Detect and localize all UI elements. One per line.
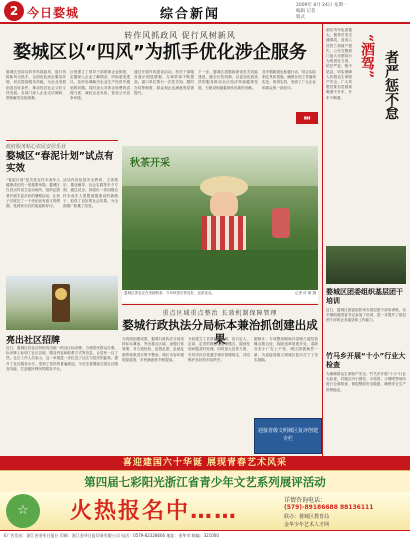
side-story-headline: 亮出社区招牌 bbox=[6, 336, 61, 346]
ad-site: 金华少年艺术人才网 bbox=[284, 522, 330, 528]
right-body-2: 为保障群众生命财产安全，竹马乡开展“十小”行业大检查，对辖区内小餐饮、小旅馆、小网吧等场所进行全面排查，督促整改安全隐患，确保安全生产形势稳定。 bbox=[326, 372, 406, 392]
left-column-rule bbox=[6, 140, 118, 141]
top-story-body-col-4: 下一步，婺城区将继续深化机关效能建设，健全长效机制，以更加优质高效的服务推动全区经济持续健康发展，为建设和谐婺城作出新的贡献。 bbox=[198, 70, 258, 90]
middle-story-body-2: 分局建立了长效管理机制，实行定人、定岗、定责的网格化管理模式，做到发现问题及时处理。同时加大宣传力度，引导市民自觉遵守城市管理规定，共同维护良好的市容秩序。 bbox=[188, 337, 250, 362]
top-story-body-col-3: 通过开展作风建设活动，机关干部服务意识明显增强，办事效率不断提高。窗口单位推行一次性告知、限时办结等制度，群众和企业满意度显著提升。 bbox=[134, 70, 194, 95]
top-story-headline: 婺城区以“四风”为抓手优化涉企服务 bbox=[13, 42, 307, 63]
tea-picking-photo bbox=[122, 146, 318, 290]
top-story-kicker: 转作风抓政风 促行风树新风 bbox=[124, 31, 236, 40]
top-story-tag: ▮▮▮ bbox=[296, 112, 318, 124]
right-column-divider bbox=[322, 24, 323, 456]
ad-banner-subtitle bbox=[0, 470, 410, 494]
footer-text: E广告发布：浙江省金华日报社 印刷：浙江金华日报印务有限公司 电话：0579-82328666 地址：金华市 邮编：321000 bbox=[4, 533, 219, 538]
middle-story-body-1: 为巩固创建成果，婺城行政执法分局坚持标本兼治，突出重点区域，加强日常管理，对占道经营、乱搭乱建、乱贴乱画等现象进行集中整治，城区市容环境明显改善，市民满意度不断提高。 bbox=[122, 337, 184, 362]
ad-phone: (579)-89186688 88136111 bbox=[284, 504, 374, 511]
right-headline-2: 竹马乡开展“十小”行业大检查 bbox=[326, 352, 406, 369]
ad-contact-label: 详情咨询电话： bbox=[284, 497, 327, 504]
community-sign-photo bbox=[6, 276, 118, 330]
top-story-body-col-1: 婺城区坚持以转作风抓政风、促行风树新风为抓手，全面优化涉企服务环境，切实提高服务效能，为企业发展创造良好条件，推动经济社会又好又快发展。各部门深入企业走访调研，帮助解决实际困难。 bbox=[6, 70, 66, 101]
right-headline-1: 婺城区团委组织基层团干培训 bbox=[326, 288, 403, 305]
top-story-body-col-5: 各乡镇街道也积极行动，结合实际制定具体措施，确保各项工作落到实处，取得实效，受到了广大企业和群众的一致好评。 bbox=[262, 70, 316, 90]
right-body-1: 近日，婺城区团委组织举办基层团干部培训班，各乡镇街道团委书记参加了培训，进一步提升了基层团干部的业务素质和工作能力。 bbox=[326, 308, 406, 323]
masthead-meta bbox=[296, 3, 406, 21]
photo-caption: 婺城区茶农正在采摘秋茶，今年秋茶长势良好，品质优良。 bbox=[124, 291, 215, 295]
photo-label: 秋茶开采 bbox=[130, 158, 170, 169]
worker-face bbox=[210, 192, 238, 218]
top-story-body-col-2: 区里建立了领导干部联系企业制度，定期深入企业了解情况，听取意见建议，及时协调解决企业生产经营中遇到的问题。同时加大对涉企收费的清理力度，减轻企业负担，营造公平竞争环境。 bbox=[70, 70, 130, 101]
brand-logo: 今日婺城 bbox=[27, 6, 80, 20]
left-column-headline: 婺城区“春泥计划”试点有实效 bbox=[6, 151, 114, 174]
left-column-body-2: 活动内容包括安全教育、文体娱乐、课业辅导、社会实践等多个方面。通过试点，探索出一条加强农村未成年人思想道德建设的新路子，取得了良好的社会效果，为全面推广积累了经验。 bbox=[63, 178, 118, 209]
page-number-badge: 2 bbox=[4, 1, 24, 21]
right-essay-body: 酒后驾车危害极大，极易引发交通事故，造成人员伤亡和财产损失。公安交警部门加大对酒驾行为的查处力度，依法严惩，绝不姑息，切实保障人民群众生命财产安全。广大驾驶员要自觉做到喝酒不开车，开车不喝酒。 bbox=[326, 28, 352, 100]
meta-layout: 版式 bbox=[296, 15, 305, 20]
sign-emblem bbox=[55, 288, 67, 300]
ad-banner-top-text: 喜迎建国六十华诞 展现青春艺术风采 bbox=[122, 458, 288, 468]
ad-logo-icon: ☆ bbox=[6, 494, 40, 528]
right-column-photo bbox=[326, 246, 406, 284]
middle-story-kicker: 重点区域重点整治 长效机制保障管理 bbox=[162, 310, 278, 317]
second-worker bbox=[272, 208, 290, 238]
page-footer bbox=[0, 530, 410, 541]
middle-story-headline: 婺城行政执法分局标本兼治抓创建出成果 bbox=[122, 318, 318, 346]
promo-caption: 迎接省级文明城区复评创建专栏 bbox=[258, 428, 319, 442]
civilized-city-promo bbox=[254, 418, 322, 454]
left-column-body-1: “春泥计划”是关爱农村未成年人健康成长的一项重要举措。婺城区在试点村设立活动场所，组织志愿者开展丰富多彩的暑期活动，让孩子们度过了一个快乐而有意义的假期，受到家长们的欢迎和好评。 bbox=[6, 178, 60, 209]
ad-main-title: 火热报名中…… bbox=[70, 499, 239, 524]
ad-org: 联办：婺城区教育局 bbox=[284, 514, 330, 520]
tea-bushes bbox=[122, 250, 318, 290]
meta-date: 2009年 8月 24日 星期一 bbox=[296, 3, 348, 8]
middle-story-body-3: 据统计，专项整治期间共清理占道经营摊点数百处，拆除违章搭建多处，清除各类小广告上千张，城区面貌焕然一新，为迎接省级文明城区复评打下了坚实基础。 bbox=[254, 337, 318, 362]
left-column-kicker: 政府服务贴心农民安居乐业 bbox=[6, 144, 67, 150]
essay-title-top: “酒驾” bbox=[359, 34, 375, 79]
photo-credit: 记者 叶 颖 摄 bbox=[295, 291, 316, 295]
middle-story-rule bbox=[122, 304, 318, 305]
ad-banner-top bbox=[0, 456, 410, 470]
section-title: 综合新闻 bbox=[160, 7, 221, 22]
meta-editor: 编辑 记者 bbox=[296, 9, 316, 14]
side-story-body: 近日，婺城区各社区纷纷亮出统一的社区标识牌，方便居民群众办事。标识牌上标明了社区名称、服务内容和联系方式等信息，让居民一目了然。社区工作人员表示，这一举措进一步拉近了社区与居民的距离，提升了社区服务水平，受到了居民的普遍欢迎。今后还将继续完善社区服务功能，打造便民利民的服务平台。 bbox=[6, 346, 118, 371]
ad-subtitle-text: 第四届七彩阳光浙江省青少年文艺系列展评活动 bbox=[84, 475, 326, 489]
ad-main-block bbox=[0, 492, 410, 530]
essay-title-bottom: 者严惩不怠 bbox=[383, 50, 399, 120]
